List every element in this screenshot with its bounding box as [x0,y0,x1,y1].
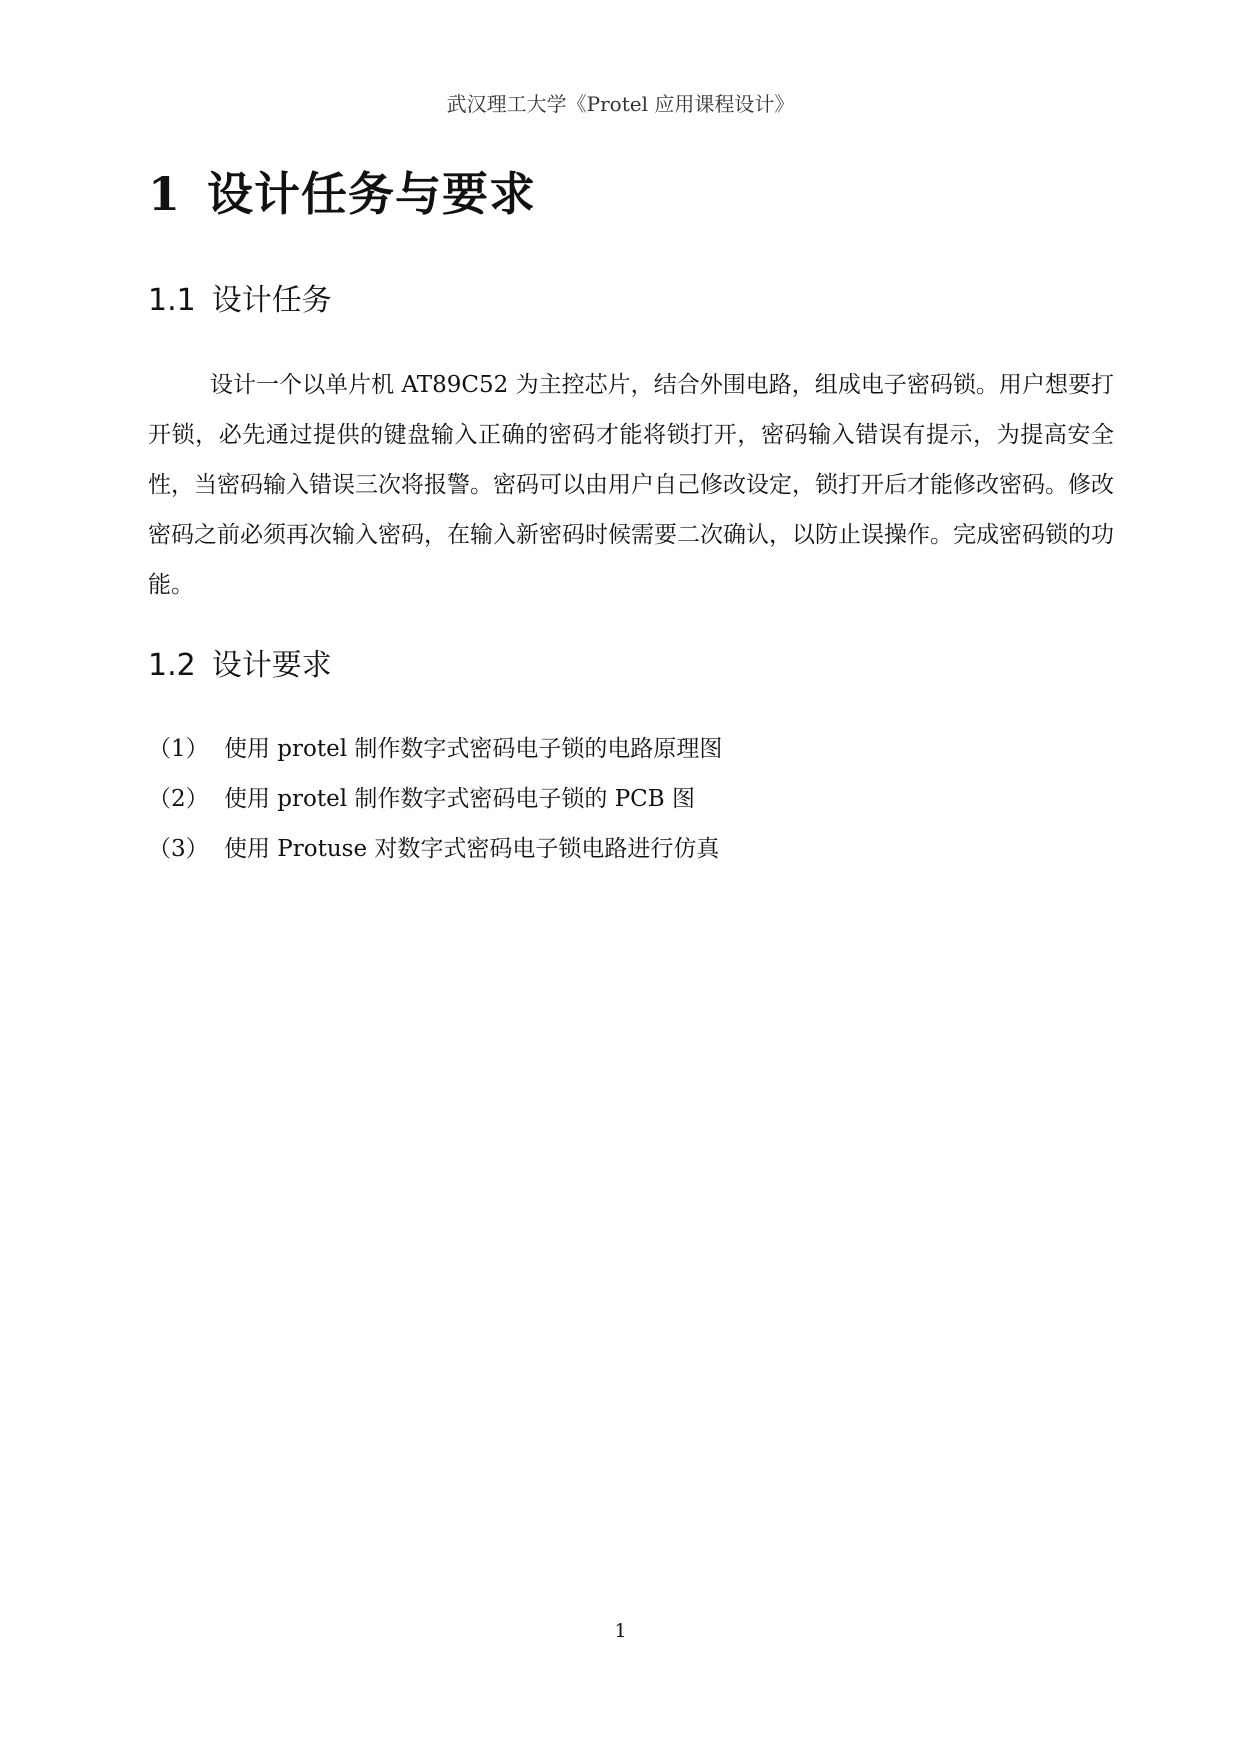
chapter-title [148,158,536,224]
section-heading-1-1 [148,275,332,319]
requirements-list [148,724,722,874]
list-item [148,824,722,874]
chapter-number: 1 [148,167,182,221]
design-task-paragraph: 设计一个以单片机 AT89C52 为主控芯片，结合外围电路，组成电子密码锁。用户想要打开锁，必先通过提供的键盘输入正确的密码才能将锁打开，密码输入错误有提示，为提高安全性，当密码输入错误三次将报警。密码可以由用户自己修改设定，锁打开后才能修改密码。修改密码之前必须再次输入密码，在输入新密码时候需要二次确认，以防止误操作。完成密码锁的功能。 [148,372,1114,598]
section-number: 1.2 [148,648,196,683]
list-item-marker: （1） [148,736,209,762]
list-item-marker: （3） [148,836,209,862]
list-item-marker: （2） [148,786,209,812]
section-title-text: 设计要求 [211,648,332,683]
list-item-text: 使用 protel 制作数字式密码电子锁的 PCB 图 [224,786,695,812]
running-header: 武汉理工大学《Protel 应用课程设计》 [446,92,795,116]
section-title-text: 设计任务 [211,283,332,318]
page-number: 1 [614,1620,627,1642]
chapter-title-text: 设计任务与要求 [207,167,537,221]
list-item [148,774,722,824]
list-item [148,724,722,774]
list-item-text: 使用 Protuse 对数字式密码电子锁电路进行仿真 [224,836,720,862]
section-number: 1.1 [148,283,196,318]
section-heading-1-2 [148,640,332,684]
list-item-text: 使用 protel 制作数字式密码电子锁的电路原理图 [224,736,723,762]
